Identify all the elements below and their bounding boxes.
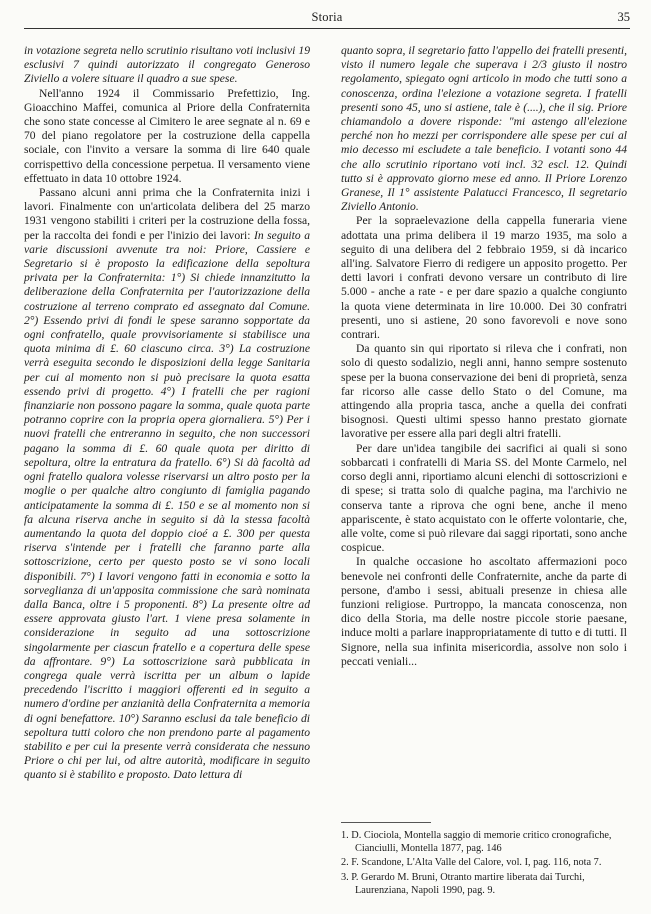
paragraph: Per dare un'idea tangibile dei sacrifici ai quali si sono sobbarcati i confratelli di Maria SS. del Monte Carmelo, nel corso degli anni, riportiamo alcuni elenchi di sottoscrizioni e di spese; si tratta solo di qualche pagina, ma l'archivio ne conserva tante a riprova che ogni bene, anche il meno appariscente, è stato acquistato con le offerte volontarie, che, alle volte, come si può rilevare dai saggi riportati, sono anche cospicue. bbox=[341, 441, 627, 555]
paragraph: In qualche occasione ho ascoltato affermazioni poco benevole nei confronti delle Confraternite, anche da parte di persone, d'ambo i sessi, abituali presenze in chiesa alle funzioni religiose. Purtroppo, la mancata conoscenza, non dico della Storia, ma delle nostre piccole storie paesane, induce molti a parlare inappropriatamente di tutto e di tutti. Il Signore, nella sua infinita misericordia, assolve non solo i peccati veniali... bbox=[341, 555, 627, 668]
paragraph: quanto sopra, il segretario fatto l'appello dei fratelli presenti, visto il numero legale che superava i 2/3 giusto il nostro regolamento, spiegato ogni articolo in modo che tutti sono a conoscenza, ordina l'elezione a votazione segreta. I fratelli presenti sono 45, uno si astiene, tale è (....), che il sig. Priore chiamandolo a dovere risponde: "mi astengo all'elezione perché non ho mezzi per corrispondere alle spese per cui al mio decesso mi escludete a tale beneficio. I votanti sono 44 che allo scrutinio riportano voti incl. 32 escl. 12. Quindi tutto si è approvato giorno mese ed anno. Il Priore Lorenzo Granese, Il 1° assistente Palatucci Francesco, Il segretario Ziviello Antonio. bbox=[341, 44, 627, 214]
footnote-rule bbox=[341, 822, 431, 823]
left-column bbox=[24, 44, 310, 783]
section-title: Storia bbox=[311, 10, 343, 24]
page-number: 35 bbox=[617, 10, 630, 24]
paragraph bbox=[24, 186, 310, 783]
paragraph-text: Passano alcuni anni prima che la Confraternita inizi i lavori. Finalmente con un'articolata delibera del 25 marzo 1931 vengono stabiliti i criteri per la costruzione della fossa, per la raccolta dei fondi e per l'inizio dei lavori: bbox=[24, 186, 310, 242]
footnote: 3. P. Gerardo M. Bruni, Otranto martire liberata dai Turchi, Laurenziana, Napoli 1990, pag. 9. bbox=[341, 871, 585, 896]
paragraph: Nell'anno 1924 il Commissario Prefettizio, Ing. Gioacchino Maffei, comunica al Priore della Confraternita che sono state concesse al Cimitero le aree segnate al n. 69 e 70 del piano regolatore per la costruzione della cappella sociale, con l'invito a versare la somma di lire 640 quale corrispettivo della concessione perpetua. Il versamento viene effettuato in data 10 ottobre 1924. bbox=[24, 86, 310, 185]
paragraph: Da quanto sin qui riportato si rileva che i confrati, non solo di questo sodalizio, negli anni, hanno sempre sostenuto spese per la buona conservazione dei beni di proprietà, senza far ricorso alle casse dello Stato o del Comune, ma attingendo alla propria tasca, anche a quella dei confrati bisognosi. Questi ultimi spesso hanno prestato giornate lavorative per essere alla pari degli altri fratelli. bbox=[341, 342, 627, 441]
right-column bbox=[341, 44, 627, 669]
footnotes bbox=[341, 822, 631, 898]
quoted-deliberation: In seguito a varie discussioni avvenute tra noi: Priore, Cassiere e Segretario si è proposto la edificazione della sepoltura privata per la Confraternita: 1°) Si chiede innanzitutto la deliberazione della Confraternita per l'autorizzazione della costruzione al terreno comprato ed assegnato dal Comune. 2°) Essendo privi di fondi le spese saranno sopportate da ogni confratello, quale provvisoriamente si stabilisce una quota minima di £. 60 ciascuno circa. 3°) La costruzione verrà eseguita secondo le disposizioni della legge Sanitaria per cui al momento non si può precisare la quota esatta essendo privi di progetto. 4°) I fratelli che per ragioni finanziarie non possono pagare la somma, quale quota parte potranno coprire con la propria opera giornaliera. 5°) Per i nuovi fratelli che entreranno in seguito, che non successori pagano la somma di £. 60 quale quota per diritto di sepoltura, oltre la entratura da fratello. 6°) Si dà facoltà ad ogni fratello qualora volesse riservarsi un altro posto per la moglie o per qualche altro congiunto di famiglia pagando anticipatamente la somma di £. 150 e se al momento non si fa alcuna riserva anche in seguito si dà la stessa facoltà aumentando la quota del doppio cioé a £. 300 per questa riserva s'intende per i fratelli che faranno parte alla sottoscrizione, certo per questo posto se vi sono locali disponibili. 7°) I lavori vengono fatti in economia e sotto la sorveglianza di un'apposita commissione che sarà nominata dalla Banca, oltre i 5 proponenti. 8°) La presente oltre ad essere approvata giusto l'art. 1 viene presa solamente in considerazione in seguito ad una sottoscrizione singolarmente per ciascun fratello e a copertura delle spese da affrontare. 9°) La sottoscrizione sarà pubblicata in congrega quale verrà iscritta per un album o lapide precedendo l'iscritto i maggiori offerenti ed in seguito a numero d'ordine per anzianità della Confraternita a memoria di ogni benefattore. 10°) Saranno esclusi da tale beneficio di sepoltura tutti coloro che non prendono parte al pagamento stabilito e per cui la presente verrà considerata che nessuno Priore o chi per lui, od altre autorità, modificare in seguito quanto si è stabilito e proposto. Dato lettura di bbox=[24, 228, 310, 782]
footnote: 1. D. Ciociola, Montella saggio di memorie critico cronografiche, Cianciulli, Montella 1877, pag. 146 bbox=[341, 830, 612, 855]
footnote: 2. F. Scandone, L'Alta Valle del Calore, vol. I, pag. 116, nota 7. bbox=[341, 857, 602, 869]
paragraph: Per la sopraelevazione della cappella funeraria viene adottata una prima delibera il 19 marzo 1935, ma solo a seguito di una delibera del 2 febbraio 1959, si dà incarico all'ing. Salvatore Fierro di redigere un apposito progetto. Per detti lavori i confrati devono versare un contributo di lire 5.000 - anche a rate - e per dare spazio a qualche congiunto la quota viene determinata in lire 10.000. Dei 30 confratri presenti, uno si astiene, 20 sono favorevoli e nove sono contrari. bbox=[341, 214, 627, 342]
paragraph: in votazione segreta nello scrutinio risultano voti inclusivi 19 esclusivi 7 quindi autorizzato il congregato Generoso Ziviello a volere situare il quadro a sue spese. bbox=[24, 44, 310, 86]
header-rule bbox=[24, 28, 630, 29]
page-header bbox=[24, 8, 630, 28]
